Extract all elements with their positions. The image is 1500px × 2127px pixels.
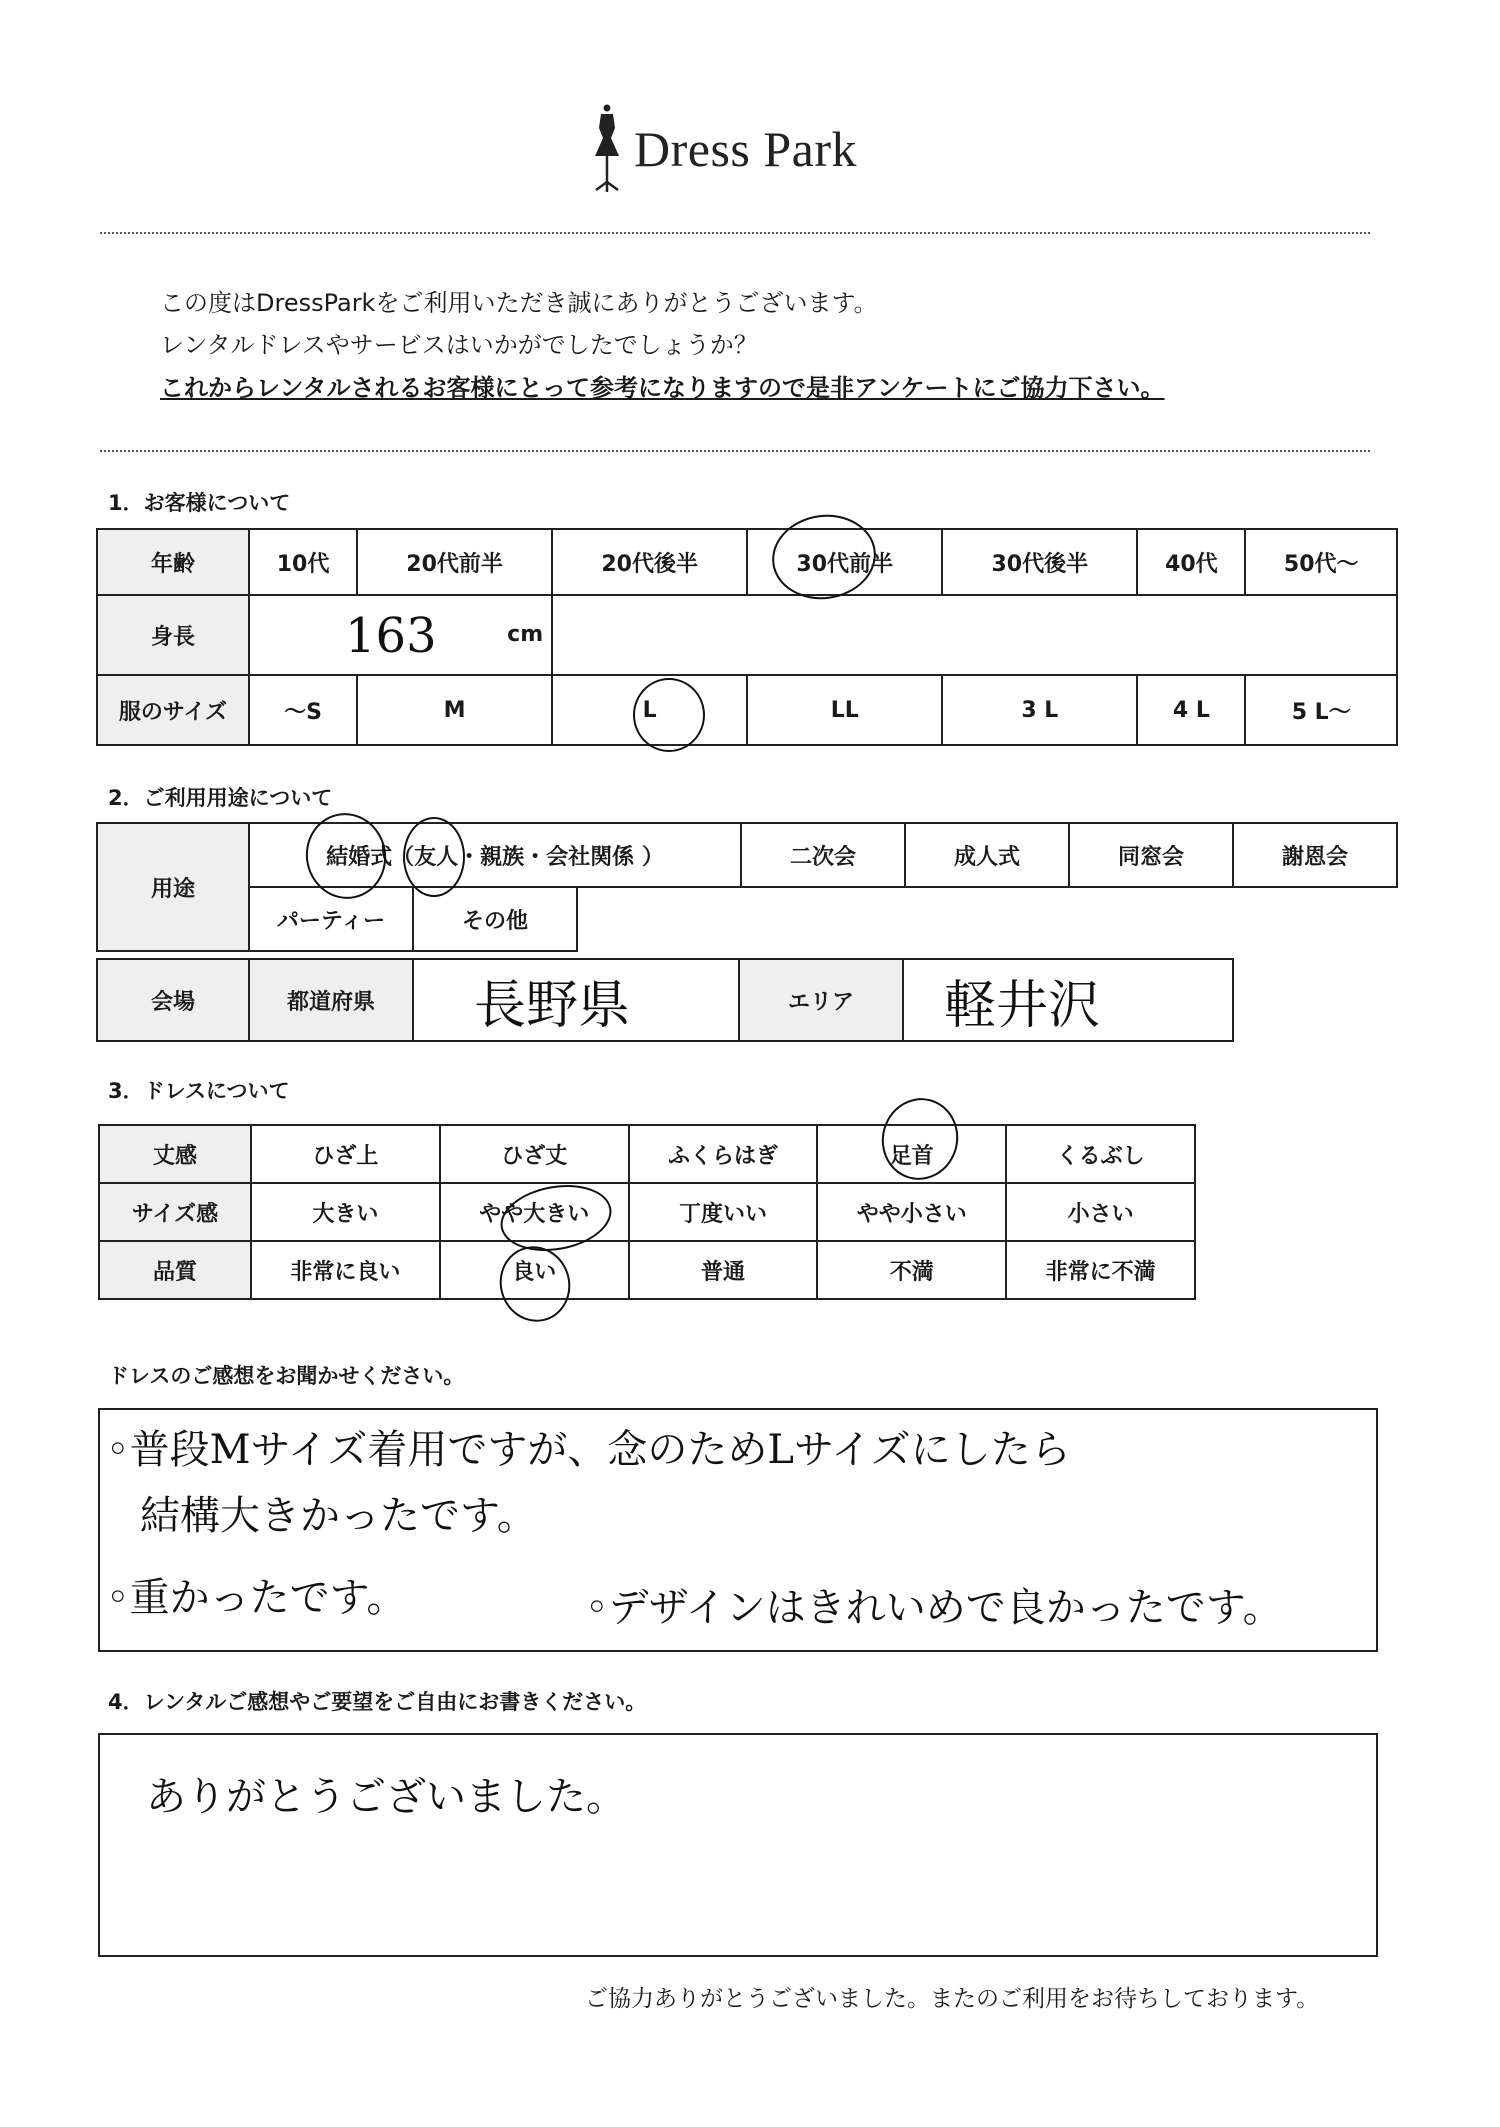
dress-form-icon <box>590 104 624 194</box>
relation-label: ・親族・会社関係 ） <box>458 844 664 870</box>
impression-line-2: 結構大きかったです。 <box>140 1493 537 1539</box>
intro-line-2: レンタルドレスやサービスはいかがでしたでしょうか？ <box>160 331 758 359</box>
seijinshiki-option[interactable]: 成人式 <box>905 823 1069 887</box>
intro-line-3: これからレンタルされるお客様にとって参考になりますので是非アンケートにご協力下さい。 <box>160 374 1165 402</box>
age-option[interactable]: 40代 <box>1137 529 1245 595</box>
venue-label: 会場 <box>97 959 249 1041</box>
quality-label: 品質 <box>99 1241 251 1299</box>
request-answer: ありがとうございました。 <box>146 1774 626 1820</box>
fit-label: サイズ感 <box>99 1183 251 1241</box>
section-2-title: 2．ご利用用途について <box>108 786 333 810</box>
age-label: 年齢 <box>97 529 249 595</box>
fit-option-selected[interactable]: やや大きい <box>440 1183 629 1241</box>
friend-selection-mark <box>403 817 465 897</box>
divider-top <box>100 232 1370 234</box>
nijikai-option[interactable]: 二次会 <box>741 823 905 887</box>
shaonkai-option[interactable]: 謝恩会 <box>1233 823 1397 887</box>
length-label: 丈感 <box>99 1125 251 1183</box>
size-option[interactable]: 3 L <box>942 675 1137 745</box>
intro-line-1: この度はDressParkをご利用いただき誠にありがとうございます。 <box>160 289 878 317</box>
usage-blank <box>577 887 1397 951</box>
impression-line-3b: ◦デザインはきれいめで良かったです。 <box>585 1585 1283 1631</box>
height-field[interactable] <box>249 595 552 675</box>
age-option[interactable]: 30代後半 <box>942 529 1137 595</box>
fit-option[interactable]: 小さい <box>1006 1183 1195 1241</box>
area-value: 軽井沢 <box>944 975 1101 1036</box>
length-option[interactable]: くるぶし <box>1006 1125 1195 1183</box>
length-option-selected[interactable]: 足首 <box>817 1125 1006 1183</box>
section-4-title: 4．レンタルご感想やご要望をご自由にお書きください。 <box>108 1690 647 1714</box>
size-selection-mark <box>633 678 705 752</box>
footer-thanks: ご協力ありがとうございました。またのご利用をお待ちしております。 <box>585 1986 1320 2012</box>
height-label: 身長 <box>97 595 249 675</box>
age-option[interactable]: 10代 <box>249 529 357 595</box>
quality-option-selected[interactable]: 良い <box>440 1241 629 1299</box>
usage-table <box>96 822 1398 952</box>
dousoukai-option[interactable]: 同窓会 <box>1069 823 1233 887</box>
fit-option[interactable]: やや小さい <box>817 1183 1006 1241</box>
prefecture-field[interactable] <box>413 959 739 1041</box>
section-3-title: 3．ドレスについて <box>108 1079 290 1103</box>
party-option[interactable]: パーティー <box>249 887 413 951</box>
length-option[interactable]: ふくらはぎ <box>629 1125 818 1183</box>
divider-bottom <box>100 450 1370 452</box>
age-option[interactable]: 50代～ <box>1245 529 1397 595</box>
friend-label: 友人 <box>414 844 459 870</box>
impression-line-3a: ◦重かったです。 <box>106 1575 407 1621</box>
size-option[interactable]: M <box>357 675 552 745</box>
height-value: 163 <box>345 608 437 664</box>
length-option[interactable]: ひざ丈 <box>440 1125 629 1183</box>
logo-text: Dress Park <box>634 121 858 177</box>
other-option[interactable]: その他 <box>413 887 577 951</box>
impressions-title: ドレスのご感想をお聞かせください。 <box>108 1364 465 1388</box>
size-label: 服のサイズ <box>97 675 249 745</box>
quality-option[interactable]: 不満 <box>817 1241 1006 1299</box>
quality-option[interactable]: 普通 <box>629 1241 818 1299</box>
venue-table <box>96 958 1234 1042</box>
brand-logo <box>590 104 857 194</box>
age-option[interactable]: 20代後半 <box>552 529 747 595</box>
height-unit: cm <box>507 622 544 647</box>
fit-option[interactable]: 丁度いい <box>629 1183 818 1241</box>
usage-label: 用途 <box>97 823 249 951</box>
wedding-label: 結婚式（ <box>326 844 415 870</box>
quality-option[interactable]: 非常に不満 <box>1006 1241 1195 1299</box>
size-option[interactable]: LL <box>747 675 942 745</box>
section-1-title: 1．お客様について <box>108 491 291 515</box>
quality-option[interactable]: 非常に良い <box>251 1241 440 1299</box>
age-option[interactable]: 20代前半 <box>357 529 552 595</box>
age-option-selected[interactable]: 30代前半 <box>747 529 942 595</box>
impression-line-1: ◦普段Mサイズ着用ですが、念のためLサイズにしたら <box>106 1427 1071 1473</box>
size-option-selected[interactable]: L <box>552 675 747 745</box>
prefecture-label: 都道府県 <box>249 959 413 1041</box>
height-blank <box>552 595 1397 675</box>
fit-option[interactable]: 大きい <box>251 1183 440 1241</box>
dress-table <box>98 1124 1196 1300</box>
size-option[interactable]: 5 L～ <box>1245 675 1397 745</box>
area-field[interactable] <box>903 959 1233 1041</box>
prefecture-value: 長野県 <box>474 975 631 1036</box>
length-option[interactable]: ひざ上 <box>251 1125 440 1183</box>
size-option[interactable]: ～S <box>249 675 357 745</box>
customer-info-table <box>96 528 1398 746</box>
area-label: エリア <box>739 959 903 1041</box>
size-option[interactable]: 4 L <box>1137 675 1245 745</box>
